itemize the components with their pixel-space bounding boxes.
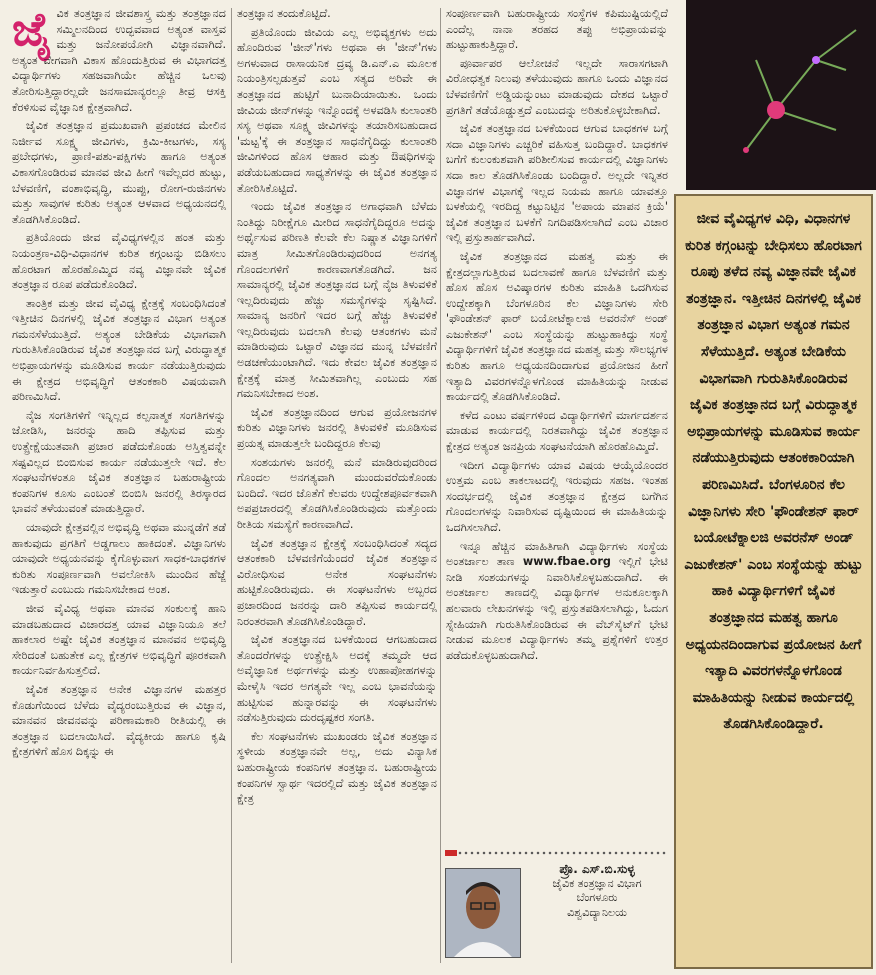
paragraph: ಜೀವ ವೈವಿಧ್ಯ ಅಥವಾ ಮಾನವ ಸಂಕುಲಕ್ಕೆ ಹಾನಿ ಮಾಡಬಹುದಾದ ವಿಚಾರದತ್ತ ಯಾವ ವಿಜ್ಞಾನಿಯೂ ತಲೆ ಹಾಕಲಾರ ಅಷ್ಟೇ ಜೈವಿಕ ತಂತ್ರಜ್ಞಾನ ಮಾನವನ ಅಭಿವೃದ್ಧಿ ಸೇರಿದಂತೆ ಬಹುತೇಕ ಎಲ್ಲ ಕ್ಷೇತ್ರಗಳ ಅಭಿವೃದ್ಧಿಗೆ ಪೂರಕವಾಗಿ ಕಾರ್ಯನಿರ್ವಹಿಸುತ್ತಲಿದೆ. bbox=[12, 601, 226, 678]
paragraph: ಕೆಲ ಸಂಘಟನೆಗಳು ಮುಖಂಡರು ಜೈವಿಕ ತಂತ್ರಜ್ಞಾನ ಸ್ಥಳೀಯ ತಂತ್ರಜ್ಞಾನವೇ ಅಲ್ಲ, ಅದು ವಿನ್ಯಾಸಿಕ ಬಹುರಾಷ್ಟ್ರೀಯ ಕಂಪನಿಗಳ ತಂತ್ರಜ್ಞಾನ. ಬಹುರಾಷ್ಟ್ರೀಯ ಕಂಪನಿಗಳ ಸ್ವಾರ್ಥ ಇದರಲ್ಲಿದೆ ಮತ್ತು ಜೈವಿಕ ತಂತ್ರಜ್ಞಾನ ಕ್ಷೇತ್ರ bbox=[237, 729, 437, 806]
pull-quote-box bbox=[674, 194, 873, 969]
paragraph: ಸಂಪೂರ್ಣವಾಗಿ ಬಹುರಾಷ್ಟ್ರೀಯ ಸಂಸ್ಥೆಗಳ ಕಪಿಮುಷ್ಟಿಯಲ್ಲಿದೆ ಎಂದೆಲ್ಲ ನಾನಾ ತರಹದ ತಪ್ಪು ಅಭಿಪ್ರಾಯವನ್ನು ಹುಟ್ಟುಹಾಕುತ್ತಿದ್ದಾರೆ. bbox=[446, 7, 668, 52]
paragraph-with-link bbox=[446, 539, 668, 664]
paragraph: ಕಳೆದ ಎಂಟು ವರ್ಷಗಳಿಂದ ವಿದ್ಯಾರ್ಥಿಗಳಿಗೆ ಮಾರ್ಗದರ್ಶನ ಮಾಡುವ ಕಾರ್ಯದಲ್ಲಿ ನಿರತವಾಗಿದ್ದು ಜೈವಿಕ ತಂತ್ರಜ್ಞಾನ ಕ್ಷೇತ್ರದ ಅತ್ಯಂತ ಜನಪ್ರಿಯ ಸಂಘಟನೆಯಾಗಿ ಹೊರಹೊಮ್ಮಿದೆ. bbox=[446, 408, 668, 454]
paragraph: ಸಂಶಯಗಳು ಜನರಲ್ಲಿ ಮನೆ ಮಾಡಿರುವುದರಿಂದ ಗೊಂದಲ ಅನಗತ್ಯವಾಗಿ ಮುಂದುವರೆದುಕೊಂಡು ಬಂದಿದೆ. ಇದರ ಜೊತೆಗೆ ಕೆಲವರು ಉದ್ದೇಶಪೂರ್ವಕವಾಗಿ ಅಪಪ್ರಚಾರದಲ್ಲಿ ತೊಡಗಿಸಿಕೊಂಡಿರುವುದು ಮತ್ತೊಂದು ರೀತಿಯ ಸಮಸ್ಯೆಗೆ ಕಾರಣವಾಗಿದೆ. bbox=[237, 455, 437, 531]
author-department: ಜೈವಿಕ ತಂತ್ರಜ್ಞಾನ ವಿಭಾಗ bbox=[552, 876, 642, 890]
paragraph: ಜೈವಿಕ ತಂತ್ರಜ್ಞಾನ ಕ್ಷೇತ್ರಕ್ಕೆ ಸಂಬಂಧಿಸಿದಂತೆ ಸದ್ಯದ ಆತಂಕಕಾರಿ ಬೆಳವಣಿಗೆಯೆಂದರೆ ಜೈವಿಕ ತಂತ್ರಜ್ಞಾನ ವಿರೋಧಿಸುವ ಅನೇಕ ಸಂಘಟನೆಗಳು ಹುಟ್ಟಿಕೊಂಡಿರುವುದು. ಈ ಸಂಘಟನೆಗಳು ಅಬ್ಬರದ ಪ್ರಚಾರದಿಂದ ಜನರನ್ನು ದಾರಿ ತಪ್ಪಿಸುವ ಕಾರ್ಯದಲ್ಲಿ ನಿರಂತರವಾಗಿ ತೊಡಗಿಸಿಕೊಂಡಿದ್ದಾರೆ. bbox=[237, 536, 437, 628]
article-column-1 bbox=[12, 2, 226, 763]
paragraph: ಪ್ರತಿಯೊಂದು ಜೀವಿಯ ಎಲ್ಲ ಅಭಿವ್ಯಕ್ತಗಳು ಅದು ಹೊಂದಿರುವ 'ಜೀನ್'ಗಳು ಅಥವಾ ಈ 'ಜೀನ್'ಗಳು ಅಗಳುವಾದ ರಾಸಾಯನಿಕ ದ್ರವ್ಯ ಡಿ.ಎನ್.ಎ ಮೂಲಕ ನಿಯಂತ್ರಿಸಲ್ಪಡುತ್ತವೆ ಎಂಬ ಸತ್ಯದ ಅರಿವೇ ಈ ತಂತ್ರಜ್ಞಾನದ ಹುಟ್ಟಿಗೆ ಬುನಾದಿಯಾಯಿತು. ಒಂದು ಜೀವಿಯ ಜೀನ್‌ಗಳನ್ನು ಇನ್ನೊಂದಕ್ಕೆ ಅಳವಡಿಸಿ ಕುಲಾಂತರಿ ಸಸ್ಯ ಅಥವಾ ಸೂಕ್ಷ್ಮ ಜೀವಿಗಳನ್ನು ತಯಾರಿಸಬಹುದಾದ 'ಮಟ್ಟ'ಕ್ಕೆ ಈ ತಂತ್ರಜ್ಞಾನ ಸಾಧನೆಗೈದಿದ್ದು ಕುಲಾಂತರಿ ಜೀವಿಗಳಿಂದ ಹೊಸ ಆಹಾರ ಮತ್ತು ಔಷಧಿಗಳನ್ನು ಪಡೆಯಬಹುದಾದ ಸಾಧ್ಯತೆಗಳನ್ನು ಈ ಜೈವಿಕ ತಂತ್ರಜ್ಞಾನ ತೋರಿಸಿಕೊಟ್ಟಿದೆ. bbox=[237, 25, 437, 195]
article-column-3 bbox=[446, 6, 668, 666]
paragraph: ನೈಜ ಸಂಗತಿಗಳಿಗೆ ಇನ್ನಿಲ್ಲದ ಕಲ್ಪನಾತ್ಮಕ ಸಂಗತಿಗಳನ್ನು ಜೋಡಿಸಿ, ಜನರನ್ನು ಹಾದಿ ತಪ್ಪಿಸುವ ಮತ್ತು ಉತ್ಪ್ರೇಕ್ಷೆಯುತವಾಗಿ ಪ್ರಚಾರ ಪಡೆದುಕೊಂಡು ಅಸ್ತಿತ್ವವನ್ನೇ ಸಷ್ಟವಿಲ್ಲದ ಬಿಂಬಿಸುವ ಕಾರ್ಯ ನಡೆಯುತ್ತಲೇ ಇದೆ. ಕೆಲ ಸಂಘಟನೆಗಳಂತೂ ಜೈವಿಕ ತಂತ್ರಜ್ಞಾನ ಬಹುರಾಷ್ಟ್ರೀಯ ಕಂಪನಿಗಳ ಕೂಸು ಎಂಬಂತೆ ಬಿಂಬಿಸಿ ಜನರಲ್ಲಿ ತಿರಸ್ಕಾರದ ಭಾವನೆ ತಳೆಯುವಂತೆ ಮಾಡುತ್ತಿದ್ದಾರೆ. bbox=[12, 408, 226, 516]
paragraph: ಪ್ರತಿಯೊಂದು ಜೀವ ವೈವಿಧ್ಯಗಳಲ್ಲಿನ ಹಂತ ಮತ್ತು ನಿಯಂತ್ರಣ-ವಿಧಿ-ವಿಧಾನಗಳ ಕುರಿತ ಕಗ್ಗಂಟನ್ನು ಬಿಡಿಸಲು ಹೊರಟಾಗ ಹೊರಹೊಮ್ಮಿದ ನವ್ಯ ವಿಜ್ಞಾನವೇ ಜೈವಿಕ ತಂತ್ರಜ್ಞಾನ ರೂಪ ಪಡೆದುಕೊಂಡಿದೆ. bbox=[12, 231, 226, 292]
paragraph: ಜೈವಿಕ ತಂತ್ರಜ್ಞಾನ ಅನೇಕ ವಿಜ್ಞಾನಗಳ ಮಹತ್ತರ ಕೊಡುಗೆಯಿಂದ ಬೆಳೆದು ವೈದ್ಯರಂಬುತ್ತಿರುವ ಈ ವಿಜ್ಞಾನ, ಮಾನವನ ಜೀವನವನ್ನು ಪರಿಣಾಮಕಾರಿ ರೀತಿಯಲ್ಲಿ ಈ ತಂತ್ರಜ್ಞಾನ ಬದಲಾಯಿಸಿದೆ. ವೈದ್ಯಕೀಯ ಹಾಗೂ ಕೃಷಿ ಕ್ಷೇತ್ರಗಳಿಗೆ ಹೊಸ ದಿಕ್ಕನ್ನು ಈ bbox=[12, 682, 226, 759]
column-divider bbox=[231, 8, 232, 963]
article-column-2 bbox=[237, 6, 437, 810]
author-city: ಬೆಂಗಳೂರು bbox=[576, 891, 618, 904]
drop-cap: ಜೈ bbox=[12, 2, 53, 56]
paragraph: ಜೈವಿಕ ತಂತ್ರಜ್ಞಾನದ ಬಳಕೆಯಿಂದ ಆಗುವ ಬಾಧಕಗಳ ಬಗ್ಗೆ ಸದಾ ವಿಜ್ಞಾನಿಗಳು ಎಚ್ಚರಿಕೆ ವಹಿಸುತ್ತ ಬಂದಿದ್ದಾರೆ. ಬಾಧಕಗಳ ಬಗೆಗೆ ಕುಲಂಕುಶವಾಗಿ ಪರಿಶೀಲಿಸುವ ಕಾರ್ಯದಲ್ಲಿ ವಿಜ್ಞಾನಿಗಳು ಸದಾ ಕಾಲ ತೊಡಗಿಸಿಕೊಂಡು ಬಂದಿದ್ದಾರೆ. ಅಲ್ಲದೇ ಇನ್ನಿತರ ವಿಜ್ಞಾನಗಳ ವಿಭಾಗಕ್ಕೆ ಇಲ್ಲದ ನಿಯಮ ಹಾಗೂ ಯಾವತ್ತೂ ಬಳಕೆಯಲ್ಲಿ ಇರದಿದ್ದ ಕಟ್ಟುನಿಟ್ಟಿನ 'ಅಪಾಯ ಮಾಪನ ಕ್ರಿಯೆ' ಜೈವಿಕ ತಂತ್ರಜ್ಞಾನ ಬಳಕೆಗೆ ನಿಗದಿಪಡಿಸಲಾಗಿದೆ ಎಂಬ ವಿಚಾರ ಇಲ್ಲಿ ಪ್ರಸ್ತುತಾರ್ಹವಾಗಿದೆ. bbox=[446, 122, 668, 245]
paragraph: ಜೈವಿಕ ತಂತ್ರಜ್ಞಾನದ ಮಹತ್ವ ಮತ್ತು ಈ ಕ್ಷೇತ್ರದಲ್ಲಾಗುತ್ತಿರುವ ಬದಲಾವಣೆ ಹಾಗೂ ಬೆಳವಣಿಗೆ ಮತ್ತು ಹೊಸ ಹೊಸ ಅವಿಷ್ಕಾರಗಳ ಕುರಿತು ಮಾಹಿತಿ ಒದಗಿಸುವ ಉದ್ದೇಶಕ್ಕಾಗಿ ಬೆಂಗಳೂರಿನ ಕೆಲ ವಿಜ್ಞಾನಿಗಳು ಸೇರಿ 'ಫೌಂಡೇಶನ್ ಫಾರ್ ಬಯೋಟೆಕ್ನಾಲಜಿ ಅವರನೆಸ್ ಅಂಡ್ ಎಜುಕೇಶನ್' ಎಂಬ ಸಂಸ್ಥೆಯನ್ನು ಹುಟ್ಟುಹಾಕಿದ್ದು ಸಂಸ್ಥೆ ವಿದ್ಯಾರ್ಥಿಗಳಿಗೆ ಜೈವಿಕ ತಂತ್ರಜ್ಞಾನದ ಮಹತ್ವ ಮತ್ತು ಸೌಲಭ್ಯಗಳ ಕುರಿತು ಹಾಗೂ ಅಧ್ಯಯನದಿಂದಾಗುವ ಪ್ರಯೋಜನ ಹೀಗೆ ಇತ್ಯಾದಿ ವಿವರಗಳನ್ನೊಳಗೊಂಡ ಮಾಹಿತಿಯನ್ನು ನೀಡುವ ಕಾರ್ಯದಲ್ಲಿ ತೊಡಗಿಸಿಕೊಂಡಿದೆ. bbox=[446, 249, 668, 404]
paragraph: ಇದೀಗ ವಿದ್ಯಾರ್ಥಿಗಳು ಯಾವ ವಿಷಯ ಆಯ್ಕೆಯೊಂದರ ಉತ್ತಮ ಎಂಬ ತಾಕಲಾಟದಲ್ಲಿ ಇರುವುದು ಸಹಜ. ಇಂತಹ ಸಂದರ್ಭದಲ್ಲಿ ಜೈವಿಕ ತಂತ್ರಜ್ಞಾನ ಕ್ಷೇತ್ರದ ಬಗೆಗಿನ ಗೊಂದಲಗಳನ್ನು ನಿವಾರಿಸುವ ದೃಷ್ಟಿಯಿಂದ ಈ ಮಾಹಿತಿಯನ್ನು ಒದಗಿಸಲಾಗಿದೆ. bbox=[446, 458, 668, 534]
paragraph: ಜೈವಿಕ ತಂತ್ರಜ್ಞಾನದಿಂದ ಆಗುವ ಪ್ರಯೋಜನಗಳ ಕುರಿತು ವಿಜ್ಞಾನಿಗಳು ಜನರಲ್ಲಿ ತಿಳುವಳಿಕೆ ಮೂಡಿಸುವ ಪ್ರಯತ್ನ ಮಾಡುತ್ತಲೇ ಬಂದಿದ್ದರೂ ಕೆಲವು bbox=[237, 405, 437, 451]
paragraph-text: ಇನ್ನೂ ಹೆಚ್ಚಿನ ಮಾಹಿತಿಗಾಗಿ ವಿದ್ಯಾರ್ಥಿಗಳು ಸಂಸ್ಥೆಯ ಅಂತರ್ಜಾಲ ತಾಣ bbox=[446, 539, 668, 569]
author-photo bbox=[445, 868, 521, 958]
paragraph: ಜೈವಿಕ ತಂತ್ರಜ್ಞಾನದ ಬಳಕೆಯಿಂದ ಆಗಬಹುದಾದ ತೊಂದರೆಗಳನ್ನು ಉತ್ಪ್ರೇಕ್ಷಿಸಿ ಅದಕ್ಕೆ ತಮ್ಮದೇ ಆದ ಅವೈಜ್ಞಾನಿಕ ಅರ್ಥಗಳನ್ನು ಮತ್ತು ಉಹಾಪೋಹಗಳನ್ನು ಮೇಳೈಸಿ ಇದರ ಅಗತ್ಯವೇ ಇಲ್ಲ ಎಂಬ ಭಾವನೆಯನ್ನು ಹುಟ್ಟಿಸುವ ಹುನ್ನಾರವನ್ನು ಈ ಸಂಘಟನೆಗಳು ನಡೆಸುತ್ತಿರುವುದು ದುರದೃಷ್ಟಕರ ಸಂಗತಿ. bbox=[237, 633, 437, 725]
author-university: ವಿಶ್ವವಿದ್ಯಾನಿಲಯ bbox=[567, 905, 627, 919]
author-name: ಪ್ರೊ. ಎಸ್.ಬಿ.ಸುಳ್ಳ bbox=[559, 862, 635, 876]
column-divider bbox=[440, 8, 441, 963]
paragraph: ವಿಕ ತಂತ್ರಜ್ಞಾನ ಜೀವಶಾಸ್ತ್ರ ಮತ್ತು ತಂತ್ರಜ್ಞಾನದ ಸಮ್ಮಿಲನದಿಂದ ಉದ್ಭವವಾದ ಅತ್ಯಂತ ವಾಸ್ತವ ಮತ್ತು ಜನೋಪಯೋಗಿ ವಿಜ್ಞಾನವಾಗಿದೆ. ಅತ್ಯಂತ ವೇಗವಾಗಿ ವಿಕಾಸ ಹೊಂದುತ್ತಿರುವ ಈ ವಿಭಾಗದತ್ತ ವಿದ್ಯಾರ್ಥಿಗಳು ಸಹಜವಾಗಿಯೇ ಹೆಚ್ಚಿನ ಒಲವು ತೋರಿಸುತ್ತಿದ್ದಾರಲ್ಲದೇ ಜನಸಾಮಾನ್ಯರಲ್ಲೂ ತೀವ್ರ ಆಸಕ್ತಿ ಕೆರಳಿಸುವ ವೈಜ್ಞಾನಿಕ ಕ್ಷೇತ್ರವಾಗಿದೆ. bbox=[12, 7, 226, 114]
paragraph: ತಂತ್ರಜ್ಞಾನ ತಂದುಕೊಟ್ಟಿದೆ. bbox=[237, 7, 331, 20]
paragraph: ತಾಂತ್ರಿಕ ಮತ್ತು ಜೀವ ವೈವಿಧ್ಯ ಕ್ಷೇತ್ರಕ್ಕೆ ಸಂಬಂಧಿಸಿದಂತೆ ಇತ್ತೀಚಿನ ದಿನಗಳಲ್ಲಿ ಜೈವಿಕ ತಂತ್ರಜ್ಞಾನ ವಿಭಾಗ ಅತ್ಯಂತ ಗಮನಸೆಳೆಯುತ್ತಿದೆ. ಅತ್ಯಂತ ಬೇಡಿಕೆಯ ವಿಭಾಗವಾಗಿ ಗುರುತಿಸಿಕೊಂಡಿರುವ ಜೈವಿಕ ತಂತ್ರಜ್ಞಾನದ ಬಗ್ಗೆ ವಿರುದ್ಧಾತ್ಮಕ ಅಭಿಪ್ರಾಯಗಳನ್ನು ಮೂಡಿಸುವ ಕಾರ್ಯ ನಡೆಯುತ್ತಿರುವುದು ಈ ಕ್ಷೇತ್ರದ ಅಭಿವೃದ್ಧಿಗೆ ಆತಂಕಕಾರಿ ವಿಷಯವಾಗಿ ಪರಿಣಮಿಸಿದೆ. bbox=[12, 296, 226, 404]
pull-quote-text: ಜೀವ ವೈವಿಧ್ಯಗಳ ವಿಧಿ, ವಿಧಾನಗಳ ಕುರಿತ ಕಗ್ಗಂಟನ್ನು ಬೇಧಿಸಲು ಹೊರಟಾಗ ರೂಪು ತಳೆದ ನವ್ಯ ವಿಜ್ಞಾನವೇ ಜೈವಿಕ ತಂತ್ರಜ್ಞಾನ. ಇತ್ತೀಚಿನ ದಿನಗಳಲ್ಲಿ ಜೈವಿಕ ತಂತ್ರಜ್ಞಾನ ವಿಭಾಗ ಅತ್ಯಂತ ಗಮನ ಸೆಳೆಯುತ್ತಿದೆ. ಅತ್ಯಂತ ಬೇಡಿಕೆಯ ವಿಭಾಗವಾಗಿ ಗುರುತಿಸಿಕೊಂಡಿರುವ ಜೈವಿಕ ತಂತ್ರಜ್ಞಾನದ ಬಗ್ಗೆ ವಿರುದ್ಧಾತ್ಮಕ ಅಭಿಪ್ರಾಯಗಳನ್ನು ಮೂಡಿಸುವ ಕಾರ್ಯ ನಡೆಯುತ್ತಿರುವುದು ಆತಂಕಕಾರಿಯಾಗಿ ಪರಿಣಮಿಸಿದೆ. ಬೆಂಗಳೂರಿನ ಕೆಲ ವಿಜ್ಞಾನಿಗಳು ಸೇರಿ 'ಫೌಂಡೇಶನ್ ಫಾರ್ ಬಯೋಟೆಕ್ನಾಲಜಿ ಅವರನೆಸ್ ಅಂಡ್ ಎಜುಕೇಶನ್' ಎಂಬ ಸಂಸ್ಥೆಯನ್ನು ಹುಟ್ಟು ಹಾಕಿ ವಿದ್ಯಾರ್ಥಿಗಳಿಗೆ ಜೈವಿಕ ತಂತ್ರಜ್ಞಾನದ ಮಹತ್ವ ಹಾಗೂ ಅಧ್ಯಯನದಿಂದಾಗುವ ಪ್ರಯೋಜನ ಹೀಗೆ ಇತ್ಯಾದಿ ವಿವರಗಳನ್ನೊಳಗೊಂಡ ಮಾಹಿತಿಯನ್ನು ನೀಡುವ ಕಾರ್ಯದಲ್ಲಿ ತೊಡಗಿಸಿಕೊಂಡಿದ್ದಾರೆ. bbox=[684, 211, 863, 733]
neuron-image bbox=[686, 0, 876, 190]
portrait-image bbox=[446, 869, 520, 957]
cell-microscopy-photo bbox=[686, 0, 876, 190]
author-byline bbox=[445, 858, 667, 968]
paragraph-text: ಇಲ್ಲಿಗೆ ಭೇಟಿ ನೀಡಿ ಸಂಶಯಗಳನ್ನು ನಿವಾರಿಸಿಕೊಳ್ಳಬಹುದಾಗಿದೆ. ಈ ಅಂತರ್ಜಾಲ ತಾಣದಲ್ಲಿ ವಿದ್ಯಾರ್ಥಿಗಳ ಅನುಕೂಲಕ್ಕಾಗಿ ಹಲವಾರು ಲೇಖನಗಳನ್ನು ಇಲ್ಲಿ ಪ್ರಸ್ತುತಪಡಿಸಲಾಗಿದ್ದು, ಓದುಗ ಸ್ನೇಹಿಯಾಗಿ ಗುರುತಿಸಿಕೊಂಡಿರುವ ಈ ವೆಬ್‌ಸೈಟ್‌ಗೆ ಭೇಟಿ ನೀಡುವ ಮೂಲಕ ವಿದ್ಯಾರ್ಥಿಗಳು ತಮ್ಮ ಪ್ರಶ್ನೆಗಳಿಗೆ ಉತ್ತರ ಪಡೆದುಕೊಳ್ಳಬಹುದಾಗಿದೆ. bbox=[446, 555, 668, 662]
paragraph: ಜೈವಿಕ ತಂತ್ರಜ್ಞಾನ ಪ್ರಮುಖವಾಗಿ ಪ್ರಪಂಚದ ಮೇಲಿನ ನಿರ್ಜೀವ ಸೂಕ್ಷ್ಮ ಜೀವಿಗಳು, ಕ್ರಿಮಿ-ಕೀಟಗಳು, ಸಸ್ಯ ಪ್ರಬೇಧಗಳು, ಪ್ರಾಣಿ-ಪಶು-ಪಕ್ಷಿಗಳು ಹಾಗೂ ಅತ್ಯಂತ ವಿಕಾಸಗೊಂಡಿರುವ ಮಾನವ ಜೀವಿ ಹೀಗೆ ಇವೆಲ್ಲದರ ಹುಟ್ಟು, ಬೆಳವಣಿಗೆ, ವಂಶಾಭಿವೃದ್ಧಿ, ಮುಪ್ಪು, ರೋಗ-ರುಜಿನಗಳು ಮತ್ತು ಸಾವುಗಳ ಕುರಿತು ಅತ್ಯಂತ ಆಳವಾದ ಅಧ್ಯಯನದಲ್ಲಿ ತೊಡಗಿಸಿಕೊಂಡಿದೆ. bbox=[12, 119, 226, 226]
paragraph: ಪೂರ್ವಾಪರ ಆಲೋಚನೆ ಇಲ್ಲದೇ ಸಾರಾಸಗಟಾಗಿ ವಿರೋಧತ್ವಕ ನಿಲುವು ತಳೆಯುವುದು ಹಾಗೂ ಒಂದು ವಿಜ್ಞಾನದ ಬೆಳವಣಿಗೆಗೆ ಅಡ್ಡಿಯನ್ನುಂಟು ಮಾಡುವುದು ದೇಶದ ಒಟ್ಟಾರೆ ಪ್ರಗತಿಗೆ ತಡೆಯೊಡ್ಡುತ್ತದೆ ಎಂಬುದನ್ನು ಅರಿತುಕೊಳ್ಳಬೇಕಾಗಿದೆ. bbox=[446, 56, 668, 117]
author-details bbox=[529, 862, 665, 920]
website-link[interactable]: www.fbae.org bbox=[522, 555, 611, 569]
paragraph: ಇಂದು ಜೈವಿಕ ತಂತ್ರಜ್ಞಾನ ಅಗಾಧವಾಗಿ ಬೆಳೆದು ನಿಂತಿದ್ದು ನಿರೀಕ್ಷೆಗೂ ಮೀರಿದ ಸಾಧನೆಗೈದಿದ್ದರೂ ಅದನ್ನು ಅರ್ಥೈಸುವ ಪರಿಣತಿ ಕೆಲವೇ ಕೆಲ ನಿಷ್ಣಾತ ವಿಜ್ಞಾನಿಗಳಿಗೆ ಮಾತ್ರ ಸೀಮಿತಗೊಂಡಿರುವುದರಿಂದ ಅನಗತ್ಯ ಗೊಂದಲಗಳಿಗೆ ಕಾರಣವಾಗತೊಡಗಿದೆ. ಜನ ಸಾಮಾನ್ಯರಲ್ಲಿ ಜೈವಿಕ ತಂತ್ರಜ್ಞಾನದ ಬಗ್ಗೆ ನೈಜ ತಿಳುವಳಿಕೆ ಇಲ್ಲದಿರುವುದು ಹೆಚ್ಚು ಸಮಸ್ಯೆಗಳನ್ನು ಸೃಷ್ಟಿಸಿದೆ. ಸಾಮಾನ್ಯ ಜನರಿಗೆ ಇದರ ಬಗ್ಗೆ ಹೆಚ್ಚು ತಿಳುವಳಿಕೆ ಇಲ್ಲದಿರುವುದು ಬದಲಾಗಿ ಕೆಲವು ಆತಂಕಗಳು ಮನೆ ಮಾಡಿರುವುದು ಒಟ್ಟಾರೆ ವಿಜ್ಞಾನದ ಮುನ್ನ ಬೆಳವಣಿಗೆ ಅಡಚಣೆಯುಂಟಾಗಿದೆ. ಇದು ಕೇವಲ ಜೈವಿಕ ತಂತ್ರಜ್ಞಾನ ಕ್ಷೇತ್ರಕ್ಕೆ ಮಾತ್ರ ಸೀಮಿತವಾಗಿಲ್ಲ ಎಂಬುದು ಸಹ ಗಮನಿಸಬೇಕಾದ ಅಂಶ. bbox=[237, 200, 437, 401]
dotted-separator bbox=[445, 850, 667, 856]
paragraph: ಯಾವುದೇ ಕ್ಷೇತ್ರವಲ್ಲಿನ ಅಭಿವೃದ್ಧಿ ಅಥವಾ ಮುನ್ನಡೆಗೆ ತಡೆ ಹಾಕುವುದು ಪ್ರಗತಿಗೆ ಅಡ್ಡಗಾಲು ಹಾಕಿದಂತೆ. ವಿಜ್ಞಾನಿಗಳು ಯಾವುದೇ ಅಧ್ಯಯನವನ್ನು ಕೈಗೊಳ್ಳುವಾಗ ಸಾಧಕ-ಬಾಧಕಗಳ ಕುರಿತು ಸಂಪೂರ್ಣವಾಗಿ ಅವಲೋಕಿಸಿ ಮುಂದಿನ ಹೆಜ್ಜೆ ಇಡುತ್ತಾರೆ ಎಂಬುದು ಗಮನಿಸಬೇಕಾದ ಅಂಶ. bbox=[12, 521, 226, 597]
